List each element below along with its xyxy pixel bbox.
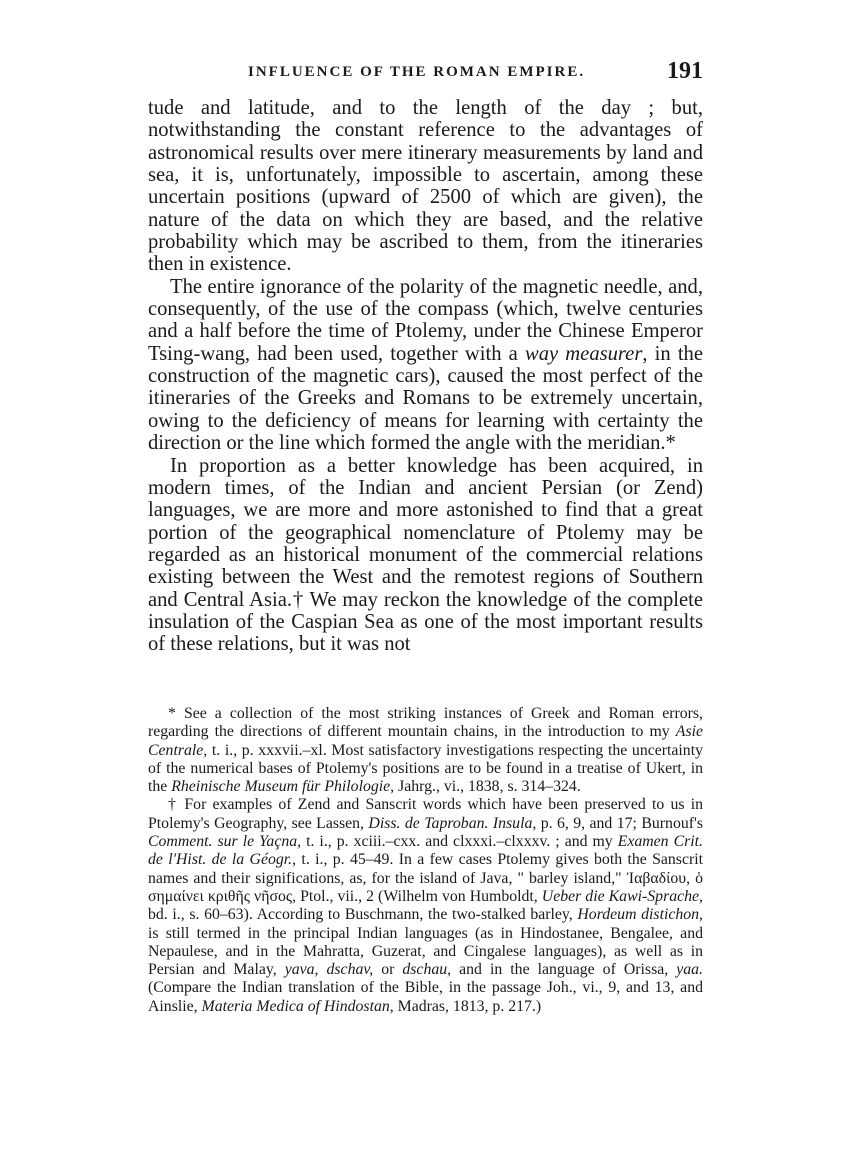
text-run: (Compare the Indian translation of the Bible, in the passage Joh., vi., 9, and 13, and Ainslie,: [148, 979, 703, 1015]
italic-title: Asie Centrale,: [148, 723, 703, 759]
paragraph: [148, 455, 703, 656]
text-run: * See a collection of the most striking instances of Greek and Roman errors, regarding the directions of different mountain chains, in the introduction to my: [148, 705, 703, 741]
text-run: In proportion as a better knowledge has been acquired, in modern times, of the Indian and ancient Persian (or Zend) languages, we are more and more astonished to find that a great portion of the geographical nomenclature of Ptolemy may be regarded as an historical monument of the commercial relations existing between the West and the remotest regions of Southern and Central Asia.† We may reckon the knowledge of the complete insulation of the Caspian Sea as one of the most important results of these relations, but it was not: [148, 454, 703, 656]
text-run: Jahrg., vi., 1838, s. 314–324.: [394, 778, 581, 796]
footnotes: [148, 705, 703, 1016]
text-run: t. i., p. 45–49. In a few cases Ptolemy gives both the Sanscrit names and their significations, as, for the island of Java, " barley island," Ἰαβαδίου, ὁ σημαίνει κριθῆς νῆσος, Ptol., vii., 2 (Wilhelm von Humboldt,: [148, 851, 704, 905]
running-head-title: INFLUENCE OF THE ROMAN EMPIRE.: [248, 64, 586, 80]
text-run: and in the language of Orissa,: [451, 961, 677, 979]
text-run: bd. i., s. 60–63). According to Buschmann, the two-stalked barley,: [148, 906, 578, 924]
footnote: [148, 705, 703, 796]
italic-title: Comment. sur le Yaçna,: [148, 833, 302, 851]
text-run: tude and latitude, and to the length of the day ; but, notwithstanding the constant reference to the advantages of astronomical results over mere itinerary measurements by land and sea, it is, unfortunately, impossible to ascertain, among these uncertain positions (upward of 2500 of which are given), the nature of the data on which they are based, and the relative probability which may be ascribed to them, from the itineraries then in existence.: [148, 97, 703, 276]
text-run: p. 6, 9, and 17; Burnouf's: [536, 814, 703, 832]
text-run: or: [373, 961, 403, 979]
italic-title: Materia Medica of Hindostan,: [201, 997, 394, 1015]
text-run: , in the construction of the magnetic cars), caused the most perfect of the itineraries of the Greeks and Romans to be extremely uncertain, owing to the deficiency of means for learning with certainty the direction or the line which formed the angle with the meridian.*: [148, 342, 703, 455]
page-number: 191: [667, 58, 703, 84]
italic-term: dschau,: [402, 961, 452, 979]
text-run: Madras, 1813, p. 217.): [393, 997, 542, 1015]
text-run: The entire ignorance of the polarity of the magnetic needle, and, consequently, of the use of the compass (which, twelve centuries and a half before the time of Ptolemy, under the Chinese Emperor Tsing-wang, had been used, together with a: [148, 275, 703, 365]
text-run: † For examples of Zend and Sanscrit words which have been preserved to us in Ptolemy's Geography, see Lassen,: [148, 796, 703, 832]
text-run: t. i., p. xxxvii.–xl. Most satisfactory investigations respecting the uncertainty of the numerical bases of Ptolemy's positions are to be found in a treatise of Ukert, in the: [148, 741, 703, 796]
italic-term: yava, dschav,: [284, 961, 374, 979]
paragraph: [148, 97, 703, 276]
text-run: t. i., p. xciii.–cxx. and clxxxi.–clxxxv. ; and my: [301, 833, 618, 851]
italic-term: way measurer: [524, 342, 643, 365]
text-run: is still termed in the principal Indian languages (as in Hindostanee, Bengalee, and Nepaulese, and in the Mahratta, Guzerat, and Cingalese languages), as well as in Persian and Malay,: [148, 924, 703, 979]
italic-title: Diss. de Taproban. Insula,: [368, 814, 537, 832]
italic-term: Hordeum distichon,: [577, 906, 703, 924]
body-text: [148, 97, 703, 656]
running-head: [148, 58, 703, 90]
italic-term: yaa.: [676, 961, 703, 979]
italic-title: Examen Crit. de l'Hist. de la Géogr.,: [148, 833, 703, 869]
italic-title: Rheinische Museum für Philologie,: [171, 778, 395, 796]
paragraph: [148, 276, 703, 455]
italic-title: Ueber die Kawi-Sprache,: [541, 887, 703, 905]
footnote: [148, 796, 703, 1016]
